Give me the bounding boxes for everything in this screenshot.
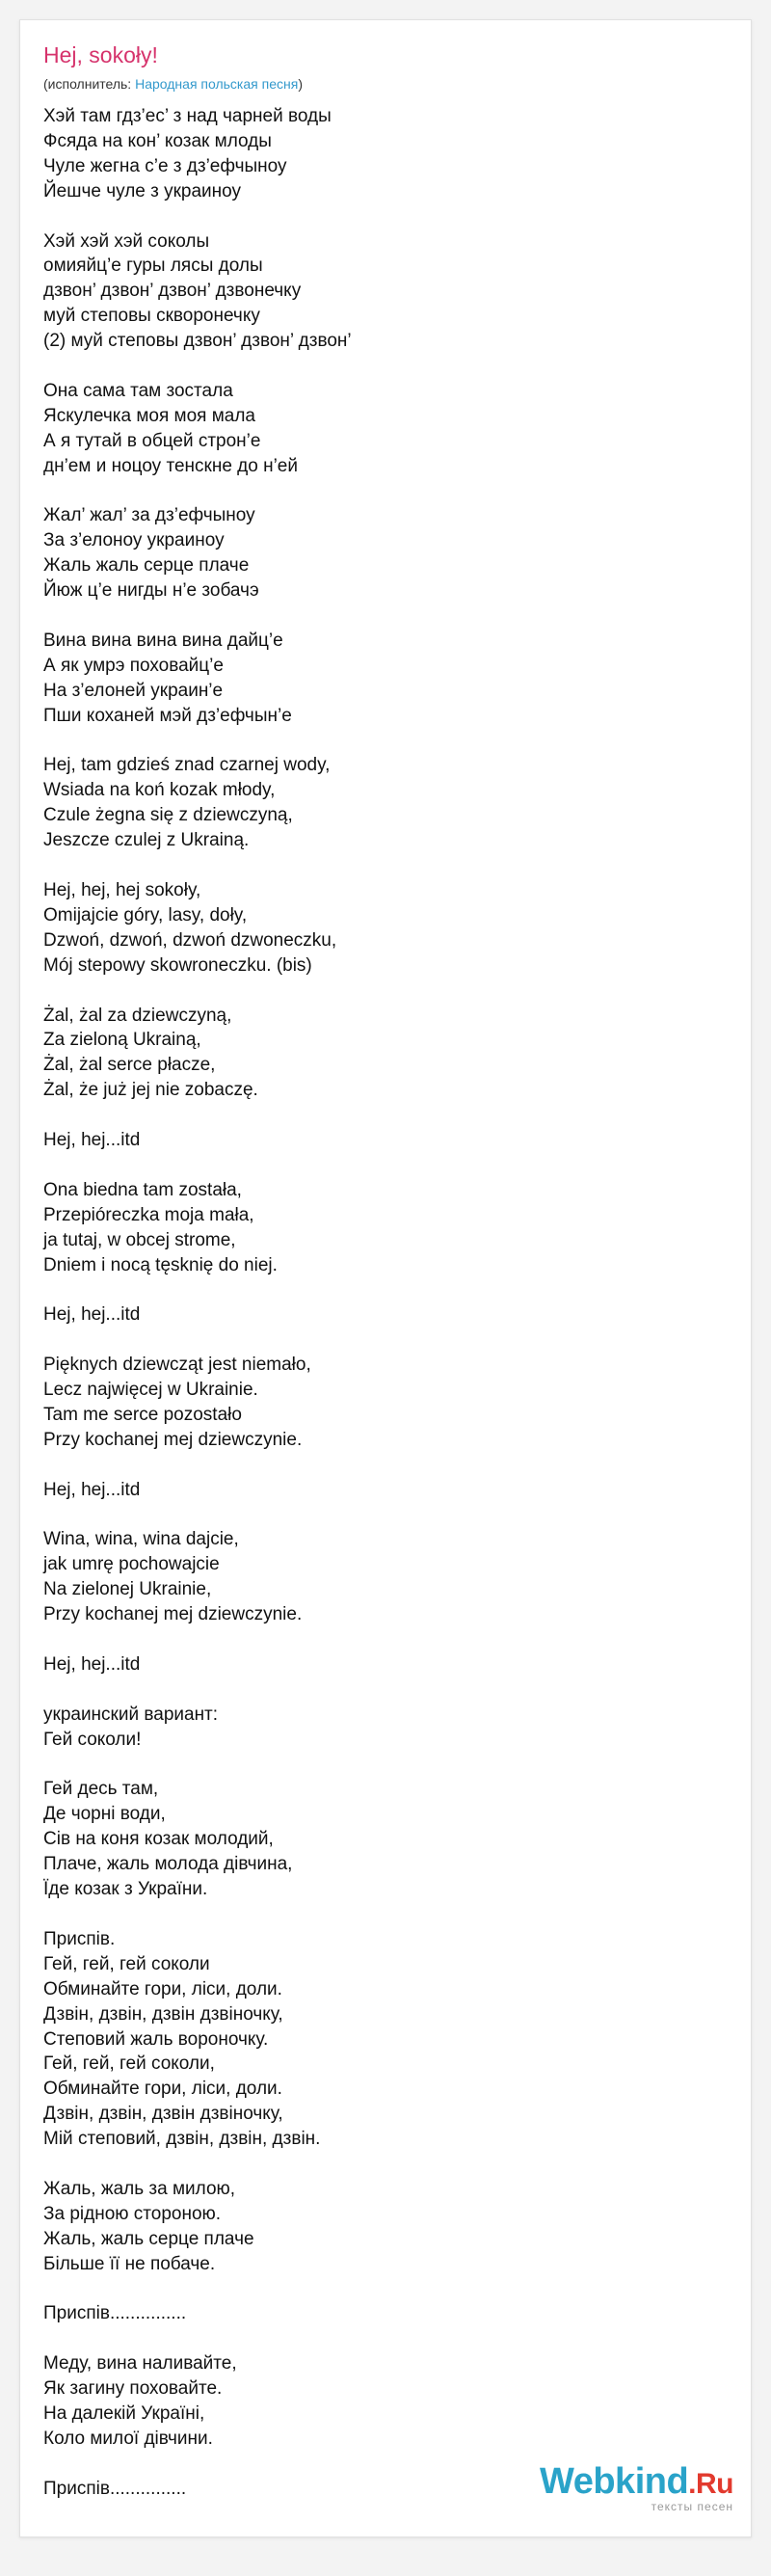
lyrics-line: Tam me serce pozostało	[43, 1404, 242, 1425]
lyrics-stanza	[43, 229, 728, 355]
lyrics-line: украинский вариант:	[43, 1704, 219, 1725]
lyrics-line: Фсяда на кон’ козак млоды	[43, 130, 272, 151]
lyrics-line: Hej, hej...itd	[43, 1304, 141, 1326]
lyrics-line: Czule żegna się z dziewczyną,	[43, 805, 293, 826]
performer-prefix: (исполнитель:	[43, 76, 136, 92]
lyrics-line: А я тутай в обцей строн’е	[43, 430, 261, 451]
lyrics-line: Їде козак з України.	[43, 1879, 208, 1900]
lyrics-line: Дзвін, дзвін, дзвін дзвіночку,	[43, 2104, 283, 2125]
lyrics-stanza	[43, 753, 728, 853]
lyrics-line: Коло милої дівчини.	[43, 2428, 213, 2449]
lyrics-stanza	[43, 878, 728, 979]
lyrics-stanza	[43, 1652, 728, 1677]
lyrics-line: Dniem i nocą tęsknię do niej.	[43, 1254, 278, 1275]
lyrics-line: Приспів.	[43, 1928, 116, 1949]
lyrics-line: ja tutaj, w obcej strome,	[43, 1229, 236, 1250]
lyrics-line: Żal, żal serce płacze,	[43, 1055, 216, 1076]
lyrics-line: (2) муй степовы дзвон’ дзвон’ дзвон’	[43, 331, 352, 352]
lyrics-line: Żal, żal za dziewczyną,	[43, 1005, 232, 1026]
lyrics-line: Хэй там гдз’ес’ з над чарней воды	[43, 106, 332, 126]
lyrics-line: Жаль жаль серце плаче	[43, 555, 250, 577]
lyrics-line: Гей десь там,	[43, 1779, 159, 1800]
lyrics-line: Приспів...............	[43, 2478, 187, 2499]
lyrics-stanza	[43, 2301, 728, 2326]
lyrics-line: Przepióreczka moja mała,	[43, 1204, 254, 1225]
lyrics-line: Мій степовий, дзвін, дзвін, дзвін.	[43, 2129, 321, 2150]
lyrics-line: За рідною стороною.	[43, 2203, 222, 2224]
lyrics-stanza	[43, 1128, 728, 1153]
lyrics-line: Она сама там зостала	[43, 380, 233, 401]
lyrics-line: Де чорні води,	[43, 1804, 166, 1825]
lyrics-line: Hej, hej...itd	[43, 1130, 141, 1151]
lyrics-line: А як умрэ поховайц’е	[43, 655, 224, 676]
lyrics-line: Przy kochanej mej dziewczynie.	[43, 1429, 303, 1450]
lyrics-line: Чуле жегна с’е з дз’ефчыноу	[43, 155, 287, 176]
lyrics-line: Яскулечка моя моя мала	[43, 405, 256, 426]
lyrics-line: Hej, hej...itd	[43, 1653, 141, 1675]
logo-tld: .Ru	[688, 2468, 733, 2500]
logo-tagline: тексты песен	[651, 2500, 733, 2513]
lyrics-stanza	[43, 629, 728, 729]
lyrics-line: На з’елоней украин’е	[43, 680, 224, 701]
lyrics-stanza	[43, 1777, 728, 1902]
lyrics-line: Na zielonej Ukrainie,	[43, 1579, 212, 1600]
lyrics-line: Дзвін, дзвін, дзвін дзвіночку,	[43, 2003, 283, 2025]
logo-wordmark: Webkind	[540, 2461, 689, 2502]
lyrics-line: Za zieloną Ukrainą,	[43, 1030, 201, 1051]
lyrics-stanza	[43, 1927, 728, 2152]
lyrics-line: Jeszcze czulej z Ukrainą.	[43, 830, 250, 851]
lyrics-line: За з’елоноу украиноу	[43, 530, 225, 551]
lyrics-line: Як загину поховайте.	[43, 2378, 223, 2400]
lyrics-stanza	[43, 1527, 728, 1627]
lyrics-stanza	[43, 379, 728, 479]
lyrics-line: муй степовы скворонечку	[43, 306, 260, 327]
lyrics-line: Хэй хэй хэй соколы	[43, 230, 210, 252]
lyrics-stanza	[43, 104, 728, 204]
lyrics-line: Hej, hej...itd	[43, 1479, 141, 1500]
lyrics-stanza	[43, 1302, 728, 1328]
lyrics-line: Меду, вина наливайте,	[43, 2353, 237, 2375]
lyrics-line: Hej, tam gdzieś znad czarnej wody,	[43, 755, 331, 776]
lyrics-line: Вина вина вина вина дайц’е	[43, 630, 283, 651]
lyrics-line: Йешче чуле з украиноу	[43, 180, 242, 201]
lyrics-line: Pięknych dziewcząt jest niemało,	[43, 1355, 311, 1376]
lyrics-stanza	[43, 1703, 728, 1753]
lyrics-stanza	[43, 2351, 728, 2452]
lyrics-line: Гей соколи!	[43, 1729, 142, 1750]
performer-link[interactable]: Народная польская песня	[135, 76, 299, 92]
lyrics-stanza	[43, 1353, 728, 1453]
lyrics-stanza	[43, 503, 728, 604]
lyrics-line: Wina, wina, wina dajcie,	[43, 1529, 239, 1550]
performer-line	[43, 75, 728, 93]
lyrics-line: Жал’ жал’ за дз’ефчыноу	[43, 505, 255, 526]
lyrics-line: Hej, hej, hej sokoły,	[43, 880, 201, 900]
lyrics-line: Wsiada na koń kozak młody,	[43, 780, 276, 801]
lyrics-line: Плаче, жаль молода дівчина,	[43, 1854, 293, 1875]
lyrics-page	[19, 19, 752, 2537]
lyrics-line: Жаль, жаль серце плаче	[43, 2228, 254, 2249]
lyrics-line: Żal, że już jej nie zobaczę.	[43, 1080, 258, 1101]
site-logo[interactable]	[540, 2462, 733, 2513]
lyrics-stanza	[43, 1478, 728, 1503]
lyrics-line: На далекій Україні,	[43, 2403, 205, 2425]
lyrics-line: Обминайте гори, ліси, доли.	[43, 2079, 282, 2100]
lyrics-line: Lecz najwięcej w Ukrainie.	[43, 1380, 258, 1401]
lyrics-stanza	[43, 1004, 728, 1104]
lyrics-line: Обминайте гори, ліси, доли.	[43, 1978, 282, 1999]
lyrics-line: Гей, гей, гей соколи	[43, 1953, 210, 1974]
lyrics-line: Dzwoń, dzwoń, dzwoń dzwoneczku,	[43, 929, 337, 951]
lyrics-line: Гей, гей, гей соколи,	[43, 2053, 215, 2075]
lyrics-line: Mój stepowy skowroneczku. (bis)	[43, 954, 312, 976]
lyrics-line: Сів на коня козак молодий,	[43, 1829, 274, 1850]
lyrics-stanza	[43, 2177, 728, 2277]
lyrics-line: Жаль, жаль за милою,	[43, 2178, 236, 2199]
lyrics-stanza	[43, 1178, 728, 1278]
lyrics-line: Omijajcie góry, lasy, doły,	[43, 904, 248, 926]
lyrics-line: Пши коханей мэй дз’ефчын’е	[43, 705, 292, 726]
lyrics-line: Przy kochanej mej dziewczynie.	[43, 1604, 303, 1625]
lyrics-line: jak umrę pochowajcie	[43, 1554, 220, 1575]
lyrics-line: Степовий жаль вороночку.	[43, 2028, 269, 2050]
lyrics-line: дзвон’ дзвон’ дзвон’ дзвонечку	[43, 281, 302, 302]
performer-suffix: )	[298, 76, 303, 92]
song-title: Hej, sokoły!	[43, 42, 158, 67]
lyrics-body	[43, 104, 728, 2502]
lyrics-line: Ona biedna tam została,	[43, 1179, 242, 1200]
lyrics-line: дн’ем и ноцоу тенскне до н’ей	[43, 455, 298, 476]
lyrics-line: Більше її не побаче.	[43, 2253, 216, 2274]
lyrics-line: омияйц’е гуры лясы долы	[43, 255, 263, 277]
lyrics-line: Приспів...............	[43, 2303, 187, 2324]
lyrics-line: Йюж ц’е нигды н’е зобачэ	[43, 580, 259, 602]
